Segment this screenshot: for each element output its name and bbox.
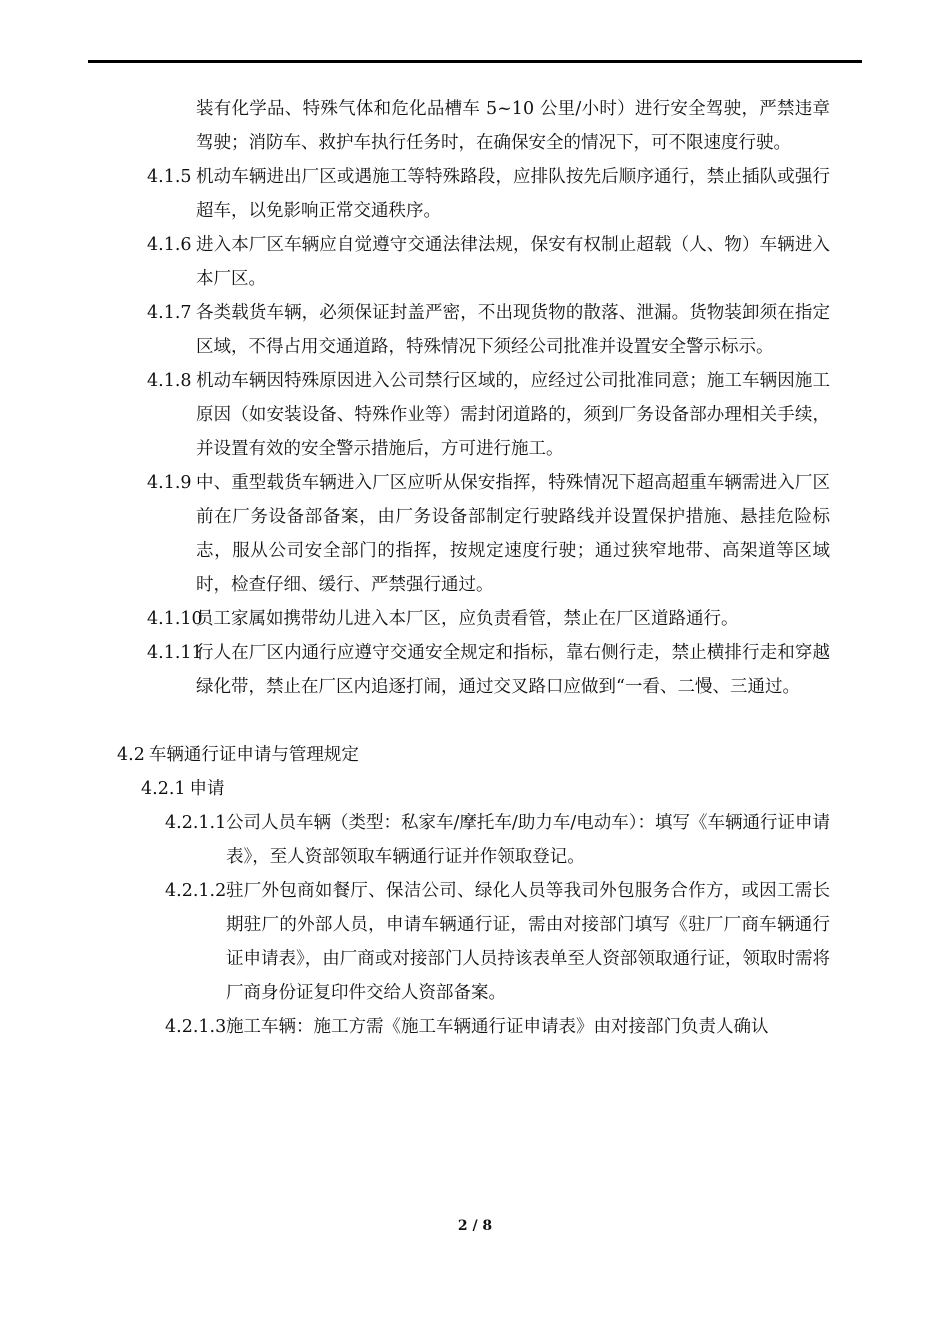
item-4-2-1-1	[0, 806, 950, 874]
item-number: 4.2.1.3	[165, 1017, 227, 1037]
clause-text: 机动车辆因特殊原因进入公司禁行区域的，应经过公司批准同意；施工车辆因施工原因（如安装设备、特殊作业等）需封闭道路的，须到厂务设备部办理相关手续，并设置有效的安全警示措施后，方可进行施工。	[196, 371, 830, 459]
clause-4-1-9	[0, 466, 950, 602]
clause-number: 4.1.9	[147, 473, 192, 493]
clause-4-1-11	[0, 636, 950, 704]
item-number: 4.2.1.1	[165, 813, 227, 833]
header-rule	[88, 60, 862, 63]
document-body	[0, 92, 950, 1044]
clause-number: 4.1.8	[147, 371, 192, 391]
item-4-2-1-2	[0, 874, 950, 1010]
item-4-2-1-3	[0, 1010, 950, 1044]
item-text: 施工车辆：施工方需《施工车辆通行证申请表》由对接部门负责人确认	[226, 1017, 769, 1037]
paragraph-text: 装有化学品、特殊气体和危化品槽车 5~10 公里/小时）进行安全驾驶，严禁违章驾驶；消防车、救护车执行任务时，在确保安全的情况下，可不限速度行驶。	[196, 99, 830, 153]
section-number: 4.2	[117, 745, 145, 765]
clause-number: 4.1.10	[147, 609, 203, 629]
item-text: 公司人员车辆（类型：私家车/摩托车/助力车/电动车）：填写《车辆通行证申请表》，至人资部领取车辆通行证并作领取登记。	[226, 813, 830, 867]
section-title: 车辆通行证申请与管理规定	[148, 745, 359, 765]
clause-text: 行人在厂区内通行应遵守交通安全规定和指标，靠右侧行走，禁止横排行走和穿越绿化带，禁止在厂区内追逐打闹，通过交叉路口应做到“一看、二慢、三通过。	[196, 643, 830, 697]
clause-text: 各类载货车辆，必须保证封盖严密，不出现货物的散落、泄漏。货物装卸须在指定区域，不得占用交通道路，特殊情况下须经公司批准并设置安全警示标示。	[196, 303, 830, 357]
paragraph-continued	[0, 92, 950, 160]
clause-text: 中、重型载货车辆进入厂区应听从保安指挥，特殊情况下超高超重车辆需进入厂区前在厂务设备部备案，由厂务设备部制定行驶路线并设置保护措施、悬挂危险标志，服从公司安全部门的指挥，按规定速度行驶；通过狭窄地带、高架道等区域时，检查仔细、缓行、严禁强行通过。	[196, 473, 830, 595]
clause-4-1-7	[0, 296, 950, 364]
section-heading-4-2	[0, 738, 950, 772]
clause-text: 机动车辆进出厂区或遇施工等特殊路段，应排队按先后顺序通行，禁止插队或强行超车，以免影响正常交通秩序。	[196, 167, 830, 221]
clause-4-1-6	[0, 228, 950, 296]
subsection-heading-4-2-1	[0, 772, 950, 806]
clause-text: 进入本厂区车辆应自觉遵守交通法律法规，保安有权制止超载（人、物）车辆进入本厂区。	[196, 235, 830, 289]
clause-number: 4.1.6	[147, 235, 192, 255]
clause-number: 4.1.5	[147, 167, 192, 187]
clause-4-1-5	[0, 160, 950, 228]
clause-text: 员工家属如携带幼儿进入本厂区，应负责看管，禁止在厂区道路通行。	[196, 609, 739, 629]
clause-number: 4.1.11	[147, 643, 203, 663]
clause-4-1-10	[0, 602, 950, 636]
subsection-number: 4.2.1	[141, 779, 186, 799]
clause-4-1-8	[0, 364, 950, 466]
item-number: 4.2.1.2	[165, 881, 227, 901]
page-number: 2 / 8	[457, 1218, 493, 1234]
item-text: 驻厂外包商如餐厅、保洁公司、绿化人员等我司外包服务合作方，或因工需长期驻厂的外部人员，申请车辆通行证，需由对接部门填写《驻厂厂商车辆通行证申请表》，由厂商或对接部门人员持该表单至人资部领取通行证，领取时需将厂商身份证复印件交给人资部备案。	[226, 881, 830, 1003]
clause-number: 4.1.7	[147, 303, 192, 323]
subsection-title: 申请	[189, 779, 225, 799]
